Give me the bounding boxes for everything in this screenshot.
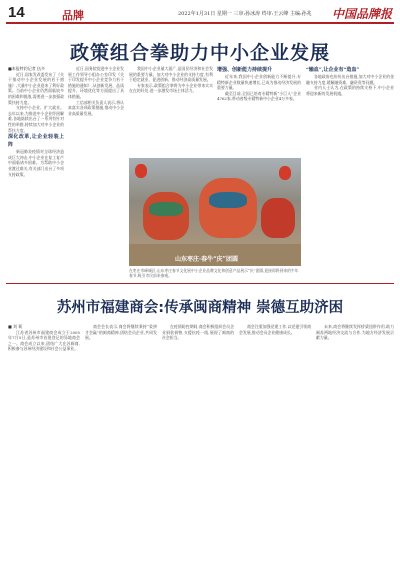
article1-column-1 xyxy=(8,66,64,280)
ox-lantern-left xyxy=(143,192,189,240)
paragraph: 未来,商会将继续发挥桥梁纽带作用,助力闽苏两地经济交流与合作,为地方经济发展贡献力量。 xyxy=(316,324,394,341)
article1-subhead-1: 深化改革,让企业轻装上阵 xyxy=(8,134,64,149)
lantern-icon xyxy=(135,164,147,178)
article2-column-4 xyxy=(239,324,311,564)
photo-title: 山东枣庄·春牛“庆”团圆 xyxy=(175,256,238,263)
photo-caption: 在枣庄市峄城区,山东枣庄春节文化展中小企业品牌文化和创意产品展示“庆”团圆,迎接即将到来的牛年春节,吸引市民前来参观。 xyxy=(129,268,299,279)
paragraph: 工信部相关负责人表示,将认真落实各项政策措施,推动中小企业高质量发展。 xyxy=(68,99,124,116)
paragraph: 商会会长表示,商会将继续秉持“爱拼才会赢”的闽商精神,团结会员企业,共同发展。 xyxy=(85,324,157,341)
article1-column-3 xyxy=(129,66,213,156)
article2-column-2 xyxy=(85,324,157,564)
paragraph: 我国中小企业量大面广,是国民经济和社会发展的重要力量。加大对中小企业的支持力度,有利于稳定就业、促进创新、推动经济高质量发展。 xyxy=(129,66,213,83)
article2-column-3 xyxy=(162,324,234,564)
ox-lantern-center xyxy=(199,178,257,238)
paragraph: 江苏省苏州市福建商会成立于2005年7月5日,是苏州市首批登记的异地商会之一。商会成立以来,团结广大在苏闽商,积极参与苏州经济建设和社会公益事业。 xyxy=(8,329,80,352)
ox-decoration xyxy=(149,202,183,216)
newspaper-logo: 中国品牌报 xyxy=(331,7,392,21)
article2-column-5 xyxy=(316,324,394,564)
paragraph: 业内人士认为,在政策的持续支持下,中小企业将迎来新的发展机遇。 xyxy=(306,85,394,96)
paragraph: 商会注重加强党建工作,以党建引领商会发展,推动会员企业健康成长。 xyxy=(239,324,311,335)
article1-byline: ■本报特约记者 伍多 xyxy=(8,66,46,71)
paragraph: 近年来,我国中小企业创新能力不断提升,专精特新企业数量快速增长,已成为推动经济发展的重要力量。 xyxy=(217,74,301,91)
article1-column-2 xyxy=(68,66,124,280)
article1-subhead-3: “输血”,让企业有“造血” xyxy=(306,67,360,73)
page-number: 14 xyxy=(8,4,25,21)
section-title: 品牌 xyxy=(62,9,84,22)
ox-lantern-right xyxy=(261,198,295,238)
article1-column-4 xyxy=(217,66,301,156)
paragraph: 各地政府也纷纷出台措施,加大对中小企业的金融支持力度,缓解融资难、融资贵等问题。 xyxy=(306,74,394,85)
lantern-icon xyxy=(279,166,291,180)
date-line: 2022年1月31日 星期一 三审:孙冰涛 终审:王云峰 主编:孙兆 xyxy=(178,11,312,17)
article1-headline: 政策组合拳助力中小企业发展 xyxy=(69,42,330,64)
article1-subhead-2: 增强、创新能力持续提升 xyxy=(217,67,273,73)
news-photo xyxy=(129,158,301,266)
article2-headline: 苏州市福建商会:传承闽商精神 崇德互助济困 xyxy=(56,300,344,316)
paragraph: 新冠肺炎疫情对全球经济造成巨大冲击,中小企业在复工复产中面临诸多困难。为帮助中小企业渡过难关,有关部门出台了多项支持政策。 xyxy=(8,149,64,177)
ox-decoration xyxy=(209,192,247,208)
article2-byline: ■ 刘 莉 xyxy=(8,324,23,329)
paragraph: 近日,国家发改委发布了《关于推动中小企业发展的若干措施》,大量中小企业迎来了利好政策。当前中小企业仍然面临较多的困难和挑战,需要进一步加强政策扶持力度。 xyxy=(8,71,64,105)
paragraph: 截至目前,全国已培育专精特新“小巨人”企业4762家,带动省级专精特新中小企业4万多家。 xyxy=(217,90,301,102)
paragraph: 专家表示,政策组合拳将为中小企业带来实实在在的好处,进一步激发市场主体活力。 xyxy=(129,82,213,94)
section-divider xyxy=(6,283,394,284)
article1-column-5 xyxy=(306,66,394,280)
article2-column-1 xyxy=(8,324,80,564)
paragraph: 支持中小企业、扩大就业。去年以来,为推进中小企业纾困解难,各地陆续出台了一系列有针对性的举措,持续加大对中小企业的帮扶力度。 xyxy=(8,105,64,133)
masthead xyxy=(6,4,394,24)
paragraph: 近日,国务院促进中小企业发展工作领导小组办公室印发《关于印发提升中小企业竞争力若干措施的通知》,从创新发展、品质提升、环境优化等方面提出了具体措施。 xyxy=(68,66,124,99)
paragraph: 在疫情防控期间,商会积极组织会员企业捐款捐物,支援抗疫一线,展现了闽商的社会担当。 xyxy=(162,324,234,341)
